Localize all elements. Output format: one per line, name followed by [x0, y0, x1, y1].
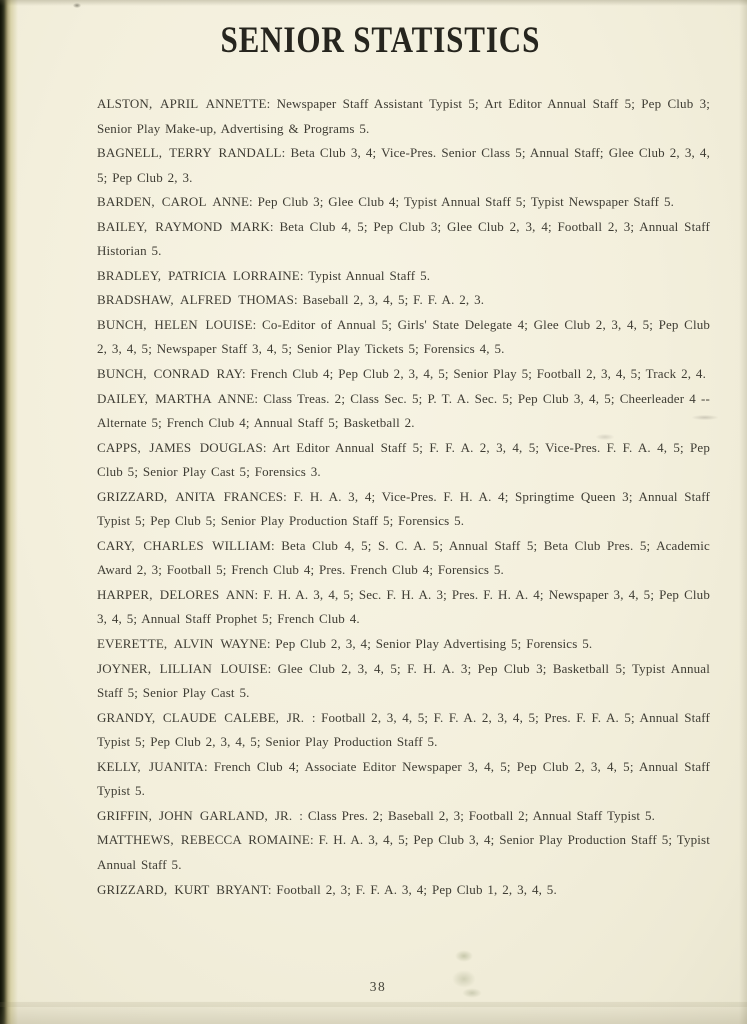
- page-right-shadow: [739, 0, 747, 1024]
- senior-entry: [97, 313, 710, 362]
- student-activities: Beta Club 4, 5; S. C. A. 5; Annual Staff 5; Beta Club Pres. 5; Academic Award 2, 3; Football 5; French Club 4; Pres. French Club 4; Forensics 5.: [97, 537, 710, 578]
- senior-entry: [97, 755, 710, 804]
- binding-edge: [0, 0, 18, 1024]
- student-activities: Class Pres. 2; Baseball 2, 3; Football 2; Annual Staff Typist 5.: [307, 807, 656, 823]
- student-activities: F. H. A. 3, 4, 5; Sec. F. H. A. 3; Pres. F. H. A. 4; Newspaper 3, 4, 5; Pep Club 3, 4, 5; Annual Staff Prophet 5; French Club 4.: [97, 586, 710, 627]
- senior-entry: [97, 215, 710, 264]
- student-name: CARY, CHARLES WILLIAM:: [97, 537, 275, 553]
- student-name: GRIZZARD, ANITA FRANCES:: [97, 488, 287, 504]
- student-name: BAILEY, RAYMOND MARK:: [97, 218, 274, 234]
- senior-entry: [97, 878, 710, 903]
- senior-entry: [97, 141, 710, 190]
- student-activities: Newspaper Staff Assistant Typist 5; Art Editor Annual Staff 5; Pep Club 3; Senior Play Make-up, Advertising & Programs 5.: [97, 96, 710, 136]
- senior-entry: [97, 657, 710, 706]
- student-activities: Co-Editor of Annual 5; Girls' State Delegate 4; Glee Club 2, 3, 4, 5; Pep Club 2, 3, 4, 5; Newspaper Staff 3, 4, 5; Senior Play Tickets 5; Forensics 4, 5.: [97, 316, 711, 357]
- senior-entry: [97, 706, 710, 755]
- student-name: EVERETTE, ALVIN WAYNE:: [97, 636, 271, 652]
- student-activities: Class Treas. 2; Class Sec. 5; P. T. A. Sec. 5; Pep Club 3, 4, 5; Cheerleader 4 -- Alternate 5; French Club 4; Annual Staff 5; Basketball 2.: [97, 390, 710, 431]
- student-activities: French Club 4; Pep Club 2, 3, 4, 5; Senior Play 5; Football 2, 3, 4, 5; Track 2, 4.: [250, 366, 706, 382]
- student-name: MATTHEWS, REBECCA ROMAINE:: [97, 832, 314, 848]
- ink-smudge: [462, 988, 482, 998]
- student-name: DAILEY, MARTHA ANNE:: [97, 390, 259, 406]
- senior-entry: [97, 264, 710, 289]
- senior-entry: [97, 632, 710, 657]
- student-activities: Pep Club 2, 3, 4; Senior Play Advertising 5; Forensics 5.: [275, 636, 593, 652]
- student-activities: Baseball 2, 3, 4, 5; F. F. A. 2, 3.: [302, 292, 485, 308]
- student-activities: F. H. A. 3, 4; Vice-Pres. F. H. A. 4; Springtime Queen 3; Annual Staff Typist 5; Pep Club 5; Senior Play Production Staff 5; Forensics 5.: [97, 488, 710, 529]
- senior-entry: [97, 804, 710, 829]
- student-name: GRIZZARD, KURT BRYANT:: [97, 881, 272, 897]
- student-activities: Glee Club 2, 3, 4, 5; F. H. A. 3; Pep Club 3; Basketball 5; Typist Annual Staff 5; Senior Play Cast 5.: [97, 660, 710, 701]
- student-activities: Football 2, 3, 4, 5; F. F. A. 2, 3, 4, 5; Pres. F. F. A. 5; Annual Staff Typist 5; Pep Club 2, 3, 4, 5; Senior Play Production Staff 5.: [97, 709, 711, 750]
- student-name: BUNCH, CONRAD RAY:: [97, 366, 246, 382]
- student-activities: Art Editor Annual Staff 5; F. F. A. 2, 3, 4, 5; Vice-Pres. F. F. A. 4, 5; Pep Club 5; Senior Play Cast 5; Forensics 3.: [97, 439, 711, 480]
- senior-entry: [97, 92, 710, 141]
- page-title-text: SENIOR STATISTICS: [220, 20, 540, 61]
- student-activities: Pep Club 3; Glee Club 4; Typist Annual Staff 5; Typist Newspaper Staff 5.: [257, 194, 674, 210]
- student-name: BAGNELL, TERRY RANDALL:: [97, 145, 286, 161]
- senior-statistics-list: [97, 92, 710, 902]
- senior-entry: [97, 190, 710, 215]
- student-activities: Beta Club 4, 5; Pep Club 3; Glee Club 2, 3, 4; Football 2, 3; Annual Staff Historian 5.: [97, 218, 710, 259]
- senior-entry: [97, 583, 710, 632]
- senior-entry: [97, 828, 710, 877]
- ink-smudge: [455, 950, 473, 962]
- senior-entry: [97, 387, 710, 436]
- student-activities: French Club 4; Associate Editor Newspaper 3, 4, 5; Pep Club 2, 3, 4, 5; Annual Staff Typist 5.: [97, 758, 710, 799]
- senior-entry: [97, 288, 710, 313]
- student-name: BRADSHAW, ALFRED THOMAS:: [97, 292, 298, 308]
- student-activities: Typist Annual Staff 5.: [308, 267, 431, 283]
- page-title: [10, 20, 747, 62]
- student-name: JOYNER, LILLIAN LOUISE:: [97, 660, 272, 676]
- senior-entry: [97, 436, 710, 485]
- student-name: BUNCH, HELEN LOUISE:: [97, 316, 257, 332]
- student-name: GRANDY, CLAUDE CALEBE, JR. :: [97, 709, 316, 725]
- senior-entry: [97, 362, 710, 387]
- page-bottom-shadow: [0, 1000, 747, 1024]
- student-name: HARPER, DELORES ANN:: [97, 586, 259, 602]
- senior-entry: [97, 485, 710, 534]
- student-activities: Football 2, 3; F. F. A. 3, 4; Pep Club 1, 2, 3, 4, 5.: [276, 881, 557, 897]
- student-activities: F. H. A. 3, 4, 5; Pep Club 3, 4; Senior Play Production Staff 5; Typist Annual Staff 5.: [97, 832, 710, 872]
- student-name: BRADLEY, PATRICIA LORRAINE:: [97, 267, 304, 283]
- student-name: CAPPS, JAMES DOUGLAS:: [97, 439, 267, 455]
- student-name: ALSTON, APRIL ANNETTE:: [97, 96, 271, 111]
- senior-entry: [97, 534, 710, 583]
- student-name: KELLY, JUANITA:: [97, 758, 208, 774]
- student-name: BARDEN, CAROL ANNE:: [97, 194, 253, 210]
- student-name: GRIFFIN, JOHN GARLAND, JR. :: [97, 807, 304, 823]
- page-top-shadow: [0, 0, 747, 6]
- page-number: 38: [369, 979, 387, 994]
- student-activities: Beta Club 3, 4; Vice-Pres. Senior Class 5; Annual Staff; Glee Club 2, 3, 4, 5; Pep Club 2, 3.: [97, 145, 710, 185]
- ink-smudge: [452, 970, 476, 988]
